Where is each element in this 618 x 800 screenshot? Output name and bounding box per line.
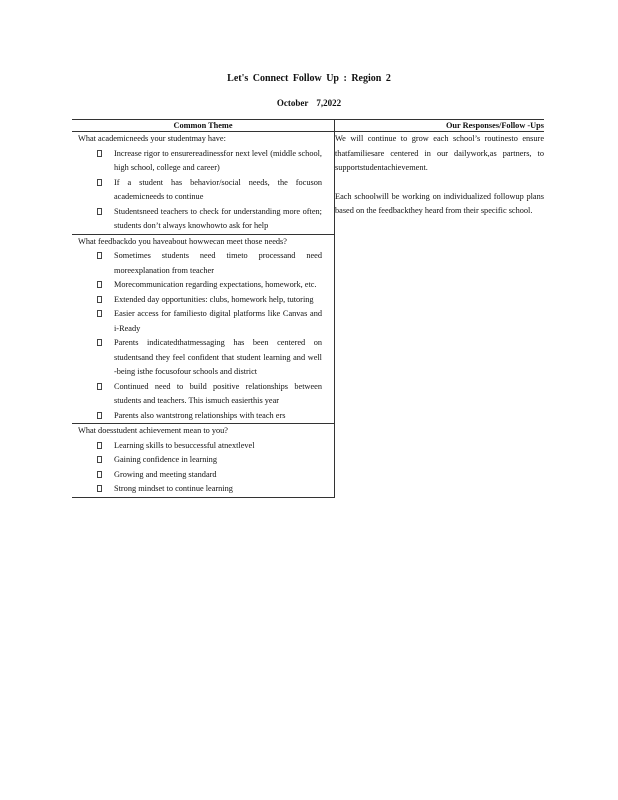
follow-up-table	[72, 119, 544, 498]
bullet-box-icon	[97, 179, 102, 186]
list-item: Growing and meeting standard	[72, 468, 334, 483]
bullet-box-icon	[97, 412, 102, 419]
table-row	[72, 132, 544, 235]
bullet-box-icon	[97, 252, 102, 259]
list-item: Easier access for familiesto digital platforms like Canvas and i-Ready	[72, 307, 334, 336]
list-item: Continued need to build positive relationships between students and teachers. This ismuch easierthis year	[72, 380, 334, 409]
document-title: Let's Connect Follow Up : Region 2	[227, 73, 391, 84]
list-item: Studentsneed teachers to check for understanding more often; students don’t always knowhowto ask for help	[72, 205, 334, 234]
bullet-box-icon	[97, 383, 102, 390]
bullet-box-icon	[97, 281, 102, 288]
bullet-box-icon	[97, 208, 102, 215]
list-item: Learning skills to besuccessful atnextlevel	[72, 439, 334, 454]
achievement-list	[72, 439, 334, 497]
bullet-box-icon	[97, 339, 102, 346]
question-achievement: What doesstudent achievement mean to you?	[78, 426, 228, 435]
list-item: Parents also wantstrong relationships with teach ers	[72, 409, 334, 424]
bullet-box-icon	[97, 485, 102, 492]
theme-cell-feedback	[72, 234, 335, 424]
common-theme-header: Common Theme	[72, 120, 335, 132]
document-date: October 7,2022	[276, 98, 342, 108]
bullet-box-icon	[97, 310, 102, 317]
response-paragraph: Each schoolwill be working on individualized followup plans based on the feedbackthey heard from their specific school.	[335, 191, 544, 215]
question-feedback: What feedbackdo you haveabout howwecan meet those needs?	[78, 236, 287, 246]
list-item: Morecommunication regarding expectations, homework, etc.	[72, 278, 334, 293]
bullet-box-icon	[97, 150, 102, 157]
list-item: Gaining confidence in learning	[72, 453, 334, 468]
theme-cell-academic-needs	[72, 132, 335, 235]
list-item: Strong mindset to continue learning	[72, 482, 334, 497]
list-item: If a student has behavior/social needs, the focuson academicneeds to continue	[72, 176, 334, 205]
list-item: Increase rigor to ensurereadinessfor next level (middle school, high school, college and career)	[72, 147, 334, 176]
list-item: Sometimes students need timeto processand need moreexplanation from teacher	[72, 249, 334, 278]
question-academic-needs: What academicneeds your studentmay have:	[78, 134, 226, 143]
response-paragraph: We will continue to grow each school’s routinesto ensure thatfamiliesare centered in our dailywork,as partners, to supportstudentachievement.	[335, 134, 544, 172]
bullet-box-icon	[97, 456, 102, 463]
list-item: Extended day opportunities: clubs, homework help, tutoring	[72, 293, 334, 308]
academic-needs-list	[72, 147, 334, 234]
theme-cell-achievement	[72, 424, 335, 498]
bullet-box-icon	[97, 442, 102, 449]
list-item: Parents indicatedthatmessaging has been centered on studentsand they feel confident that student learning and well -being isthe focusofour schools and district	[72, 336, 334, 380]
bullet-box-icon	[97, 471, 102, 478]
bullet-box-icon	[97, 296, 102, 303]
feedback-list	[72, 249, 334, 423]
responses-cell	[335, 132, 545, 498]
responses-header: Our Responses/Follow -Ups	[335, 120, 545, 132]
